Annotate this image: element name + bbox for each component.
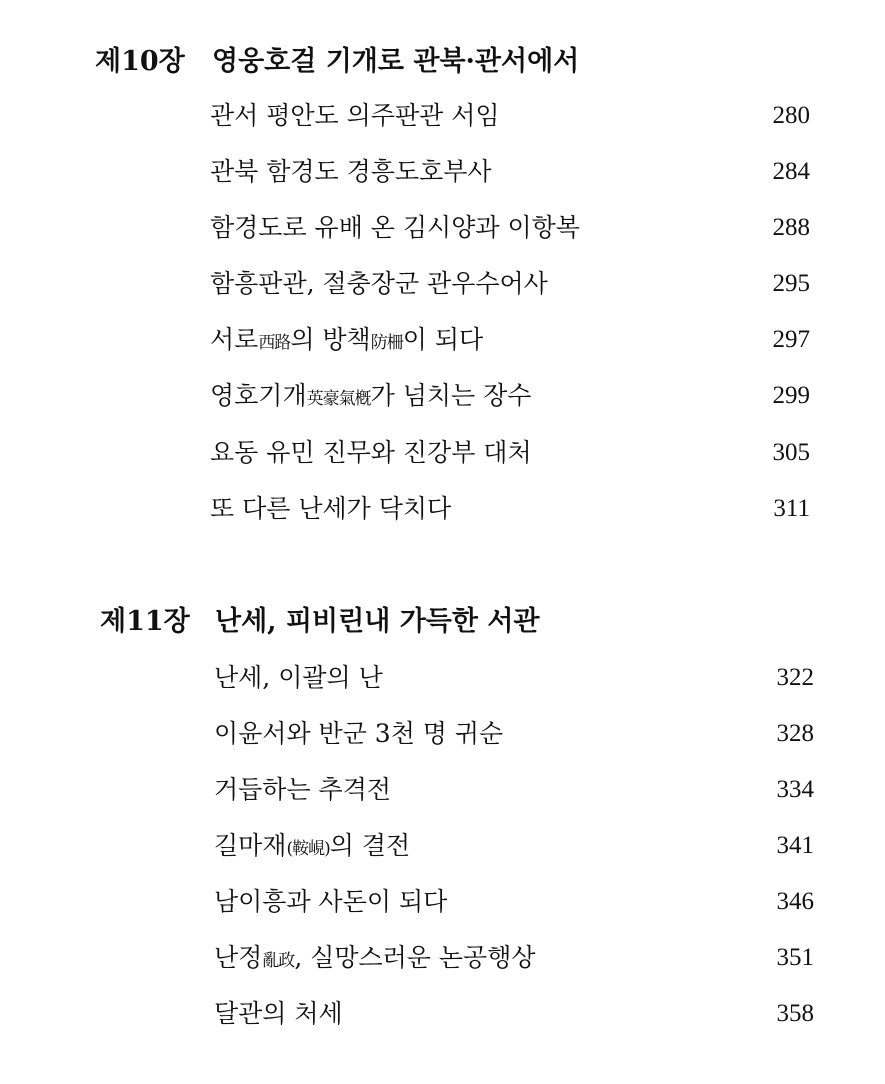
entry-title <box>210 378 531 417</box>
toc-entry[interactable] <box>0 435 885 471</box>
toc-entry[interactable] <box>0 940 885 976</box>
entry-title: 함경도로 유배 온 김시양과 이항복 <box>210 213 580 242</box>
entry-page-number: 341 <box>776 832 814 859</box>
entry-title-hanja: 亂政 <box>262 951 295 971</box>
entry-title: 요동 유민 진무와 진강부 대처 <box>210 438 532 467</box>
entry-title: 함흥판관, 절충장군 관우수어사 <box>210 269 548 298</box>
entry-title <box>210 322 483 361</box>
entry-title: 관서 평안도 의주판관 서임 <box>210 101 500 130</box>
entry-title-text: 영호기개 <box>210 381 307 410</box>
toc-entry[interactable] <box>0 266 885 302</box>
entry-title-hanja: 防柵 <box>370 333 403 353</box>
entry-page-number: 297 <box>772 326 810 353</box>
toc-entry[interactable] <box>0 210 885 246</box>
toc-entry[interactable] <box>0 98 885 134</box>
entry-title-text: , 실망스러운 논공행상 <box>294 943 536 972</box>
entry-title: 거듭하는 추격전 <box>214 775 391 804</box>
entry-title <box>214 940 536 979</box>
entry-title-text: 난정 <box>214 943 263 972</box>
entry-title-hanja: (鞍峴) <box>286 839 330 859</box>
toc-entry[interactable] <box>0 322 885 358</box>
chapter-10-number: 제10장 <box>95 46 185 77</box>
entry-page-number: 284 <box>772 158 810 185</box>
entry-page-number: 299 <box>772 382 810 409</box>
entry-page-number: 295 <box>772 270 810 297</box>
entry-title: 관북 함경도 경흥도호부사 <box>210 157 492 186</box>
entry-page-number: 322 <box>776 664 814 691</box>
entry-title-text: 길마재 <box>214 831 287 860</box>
entry-page-number: 351 <box>776 944 814 971</box>
entry-page-number: 305 <box>772 439 810 466</box>
toc-entry[interactable] <box>0 378 885 414</box>
entry-title-text: 가 넘치는 장수 <box>370 381 532 410</box>
chapter-11-title: 난세, 피비린내 가득한 서관 <box>215 606 540 637</box>
entry-page-number: 288 <box>772 214 810 241</box>
entry-title <box>214 828 410 867</box>
toc-entry[interactable] <box>0 491 885 527</box>
toc-entry[interactable] <box>0 154 885 190</box>
chapter-11-heading <box>0 602 885 642</box>
toc-entry[interactable] <box>0 716 885 752</box>
entry-title: 또 다른 난세가 닥치다 <box>210 494 452 523</box>
entry-page-number: 311 <box>773 495 810 522</box>
toc-entry[interactable] <box>0 828 885 864</box>
chapter-10-heading <box>0 42 885 82</box>
toc-entry[interactable] <box>0 660 885 696</box>
entry-title: 달관의 처세 <box>214 999 343 1028</box>
entry-title-text: 의 결전 <box>329 831 411 860</box>
toc-entry[interactable] <box>0 772 885 808</box>
entry-title-text: 의 방책 <box>290 325 371 354</box>
chapter-11-number: 제11장 <box>100 606 190 637</box>
entry-title: 남이흥과 사돈이 되다 <box>214 887 448 916</box>
entry-title-hanja: 西路 <box>258 333 291 353</box>
entry-page-number: 358 <box>776 1000 814 1027</box>
entry-title-hanja: 英豪氣槪 <box>306 389 371 409</box>
toc-entry[interactable] <box>0 996 885 1032</box>
toc-entry[interactable] <box>0 884 885 920</box>
entry-page-number: 280 <box>772 102 810 129</box>
chapter-10-title: 영웅호걸 기개로 관북·관서에서 <box>212 46 580 77</box>
entry-title-text: 이 되다 <box>402 325 484 354</box>
entry-title: 이윤서와 반군 3천 명 귀순 <box>214 719 504 748</box>
entry-title-text: 서로 <box>210 325 259 354</box>
entry-page-number: 346 <box>776 888 814 915</box>
entry-title: 난세, 이괄의 난 <box>214 663 383 692</box>
entry-page-number: 334 <box>776 776 814 803</box>
entry-page-number: 328 <box>776 720 814 747</box>
